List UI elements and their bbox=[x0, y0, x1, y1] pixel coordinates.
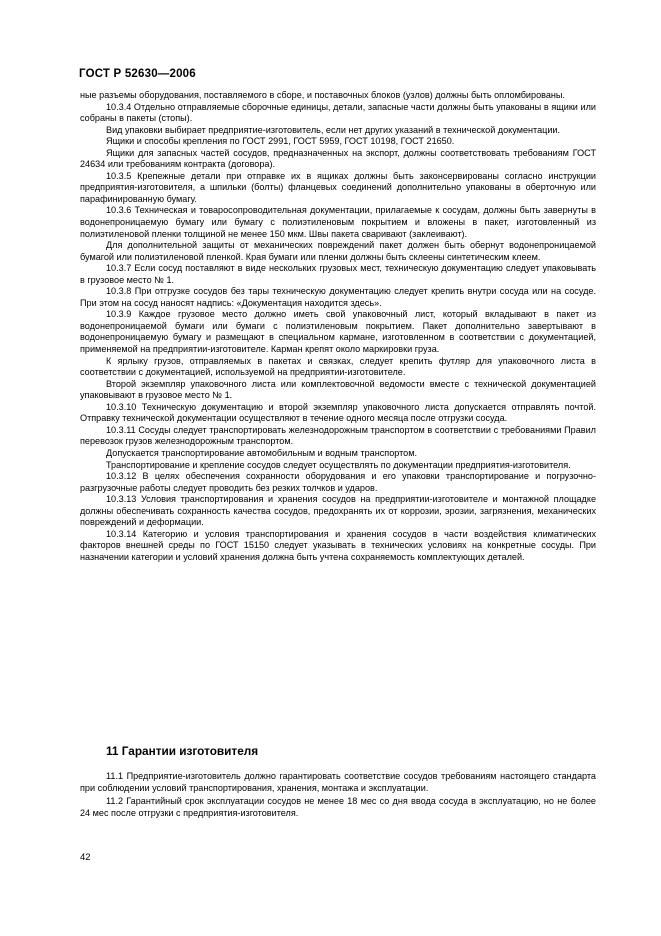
paragraph: 10.3.12 В целях обеспечения сохранности оборудования и его упаковки транспортирование и погрузочно-разгрузочные работы следует проводить без резких толчков и ударов. bbox=[80, 471, 596, 493]
paragraph: 10.3.9 Каждое грузовое место должно иметь свой упаковочный лист, который вкладывают в пакет из водонепроницаемой бумаги или бумаги с полиэтиленовым покрытием. Пакет дополнительно завертывают в водонепроницаемую бумагу и размещают в специальном кармане, изготовленном в соответствии с документацией, применяемой на предприятии-изготовителе. Карман крепят около маркировки груза. bbox=[80, 309, 596, 355]
paragraph: Второй экземпляр упаковочного листа или комплектовочной ведомости вместе с технической документацией упаковывают в грузовое место № 1. bbox=[80, 378, 596, 401]
document-body bbox=[80, 90, 596, 563]
paragraph: Вид упаковки выбирает предприятие-изготовитель, если нет других указаний в технической документации. bbox=[106, 124, 561, 135]
paragraph: Транспортирование и крепление сосудов следует осуществлять по документации предприятия-изготовителя. bbox=[106, 459, 571, 470]
paragraph: 10.3.14 Категорию и условия транспортирования и хранения сосудов в части воздействия климатических факторов внешней среды по ГОСТ 15150 следует указывать в технических условиях на конкретные сосуды. При назначении категории и условий хранения должна быть учтена сохраняемость комплектующих деталей. bbox=[80, 528, 596, 562]
paragraph: К ярлыку грузов, отправляемых в пакетах и связках, следует крепить футляр для упаковочного листа в соответствии с документацией, используемой на предприятии-изготовителе. bbox=[80, 355, 596, 378]
page-number: 42 bbox=[80, 852, 91, 863]
section-heading: 11 Гарантии изготовителя bbox=[106, 744, 259, 758]
paragraph: 10.3.5 Крепежные детали при отправке их в ящиках должны быть законсервированы согласно инструкции предприятия-изготовителя, а шпильки (болты) фланцевых соединений дополнительно упакованы в оберточную или парафинированную бумагу. bbox=[80, 170, 596, 204]
paragraph: 10.3.8 При отгрузке сосудов без тары техническую документацию следует крепить внутри сосуда или на сосуде. При этом на сосуд наносят надпись: «Документация находится здесь». bbox=[80, 286, 596, 308]
paragraph: Ящики и способы крепления по ГОСТ 2991, ГОСТ 5959, ГОСТ 10198, ГОСТ 21650. bbox=[106, 136, 455, 147]
paragraph: 10.3.11 Сосуды следует транспортировать железнодорожным транспортом в соответствии с требованиями Правил перевозок грузов железнодорожным транспортом. bbox=[80, 424, 596, 447]
paragraph: Для дополнительной защиты от механических повреждений пакет должен быть обернут водонепроницаемой бумагой или полиэтиленовой пленкой. Края бумаги или пленки должны быть склеены синтетическим клеем. bbox=[80, 240, 596, 262]
paragraph: ные разъемы оборудования, поставляемого в сборе, и поставочных блоков (узлов) должны быть опломбированы. bbox=[80, 90, 565, 100]
paragraph: 10.3.13 Условия транспортирования и хранения сосудов на предприятии-изготовителе и монтажной площадке должны обеспечивать сохранность качества сосудов, предохранять их от коррозии, эрозии, загрязнения, механических повреждений и деформации. bbox=[80, 494, 596, 528]
paragraph: 11.2 Гарантийный срок эксплуатации сосудов не менее 18 мес со дня ввода сосуда в эксплуатацию, но не более 24 мес после отгрузки с предприятия-изготовителя. bbox=[80, 796, 596, 818]
paragraph: 10.3.7 Если сосуд поставляют в виде нескольких грузовых мест, техническую документацию следует упаковывать в грузовое место № 1. bbox=[80, 263, 596, 285]
document-header: ГОСТ Р 52630—2006 bbox=[79, 68, 196, 80]
paragraph: 10.3.4 Отдельно отправляемые сборочные единицы, детали, запасные части должны быть упакованы в ящики или собраны в пакеты (стопы). bbox=[80, 101, 596, 124]
paragraph: 10.3.6 Техническая и товаросопроводительная документации, прилагаемые к сосудам, должны быть завернуты в водонепроницаемую бумагу или бумагу с полиэтиленовым покрытием и вложены в пакет, изготовленный из полиэтиленовой пленки толщиной не менее 150 мкм. Швы пакета сваривают (заклеивают). bbox=[80, 205, 596, 239]
paragraph: 11.1 Предприятие-изготовитель должно гарантировать соответствие сосудов требованиям настоящего стандарта при соблюдении условий транспортирования, хранения, монтажа и эксплуатации. bbox=[80, 771, 596, 793]
paragraph: 10.3.10 Техническую документацию и второй экземпляр упаковочного листа допускается отправлять почтой. Отправку технической документации осуществляют в течение одного месяца после отгрузки сосуда. bbox=[80, 401, 596, 424]
section-body bbox=[80, 771, 596, 821]
paragraph: Ящики для запасных частей сосудов, предназначенных на экспорт, должны соответствовать требованиям ГОСТ 24634 или требованиям контракта (договора). bbox=[80, 147, 596, 170]
paragraph: Допускается транспортирование автомобильным и водным транспортом. bbox=[106, 447, 418, 458]
